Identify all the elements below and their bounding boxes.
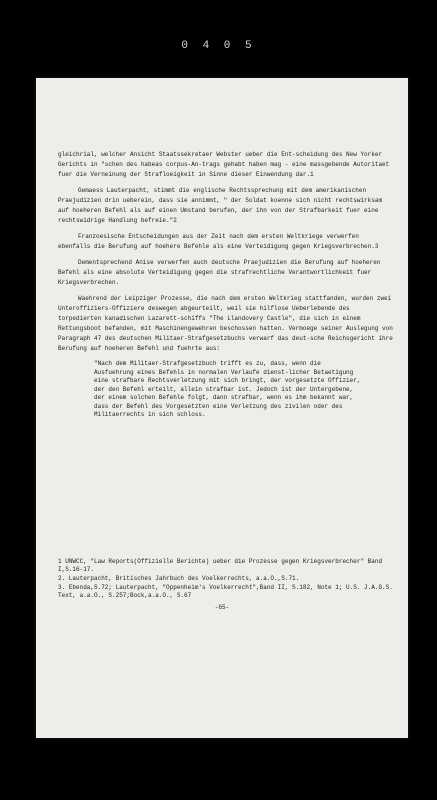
document-page [36, 78, 408, 738]
page-number: -65- [214, 604, 230, 611]
block-quote: "Nach dem Militaer-Strafgesetzbuch trifft es zu, dass, wenn die Ausfuehrung eines Befehls in normalen Verlaufe dienst-licher Betaetigung eine strafbare Rechtsverletzung mit sich bringt, der vorgesetzte Offizier, der den Befehl erteilt, allein strafbar ist. Jedoch ist der Untergebene, der einem solchen Befehle folgt, dann strafbar, wenn es ihm bekannt war, dass der Befehl des Vorgesetzten eine Verletzung des zivilen oder des Militaerrechts in sich schloss. [94, 360, 361, 418]
paragraph: Waehrend der Leipziger Prozesse, die nach dem ersten Weltkrieg stattfanden, wurden zwei Unteroffiziers-Offiziere deswegen abgeurteilt, weil sie hilflose Ueberlebende des torpedierten kanadischen Lazarett-schiffs "The Llandovery Castle", die sich in einem Rettungsboot befanden, mit Maschinengewehren beschossen hatten. Vermoege seiner Auslegung von Paragraph 47 des deutschen Militaer-Strafgesetzbuchs verwarf das deut-sche Reichsgericht ihre Berufung auf hoeheren Befehl und fuehrte aus: [58, 295, 393, 352]
footnote: 1 UNWCC, "Law Reports(Offizielle Berichte) ueber die Prozesse gegen Kriegsverbrecher" Band I,S.16-17. [58, 558, 383, 573]
paragraph: Franzoesische Entscheidungen aus der Zeit nach dem ersten Weltkriege verwerfen ebenfalls die Berufung auf hoehere Befehle als eine Verteidigung gegen Kriegsverbrechen.3 [58, 233, 379, 250]
paragraph: gleichrial, welcher Ansicht Staatssekretaer Webster ueber die Ent-scheidung des New Yorker Gerichts in "schen des habeas corpus-An-trags gehabt haben mag - eine massgebende Autoritaet fuer die Verneinung der Strafloeigkeit in Sinne dieser Einwendung dar.1 [58, 151, 390, 178]
footnotes [58, 558, 398, 601]
body-text [58, 150, 394, 426]
footnote: 2. Lauterpacht, Britisches Jahrbuch des Voelkerrechts, a.a.O.,S.71. [58, 575, 300, 582]
footnote: 3. Ebenda,S.72; Lauterpacht, "Oppenheim's Voelkerrecht",Band II, S.182, Note 1; U.S. J.A.G.S. Text, a.a.O., S.257;Bock,a.a.O., S.67 [58, 584, 393, 599]
paragraph: Dementsprechend Anise verwerfen auch deutsche Praejudizien die Berufung auf hoeheren Befehl als eine absolute Verteidigung gegen die strafrechtliche Verantwortlichkeit fuer Kriegsverbrechen. [58, 259, 381, 286]
paragraph: Gemaess Lauterpacht, stimmt die englische Rechtssprechung mit dem amerikanischen Praejudizien drin ueberein, dass sie annimmt, " der Soldat koenne sich nicht rechtswirksam auf hoeheren Befehl als auf einen Umstand berufen, der ihn von der Strafbarkeit fuer eine rechtswidrige Handlung befreie."2 [58, 187, 383, 224]
microfilm-frame-number: 0 4 0 5 [181, 40, 256, 52]
